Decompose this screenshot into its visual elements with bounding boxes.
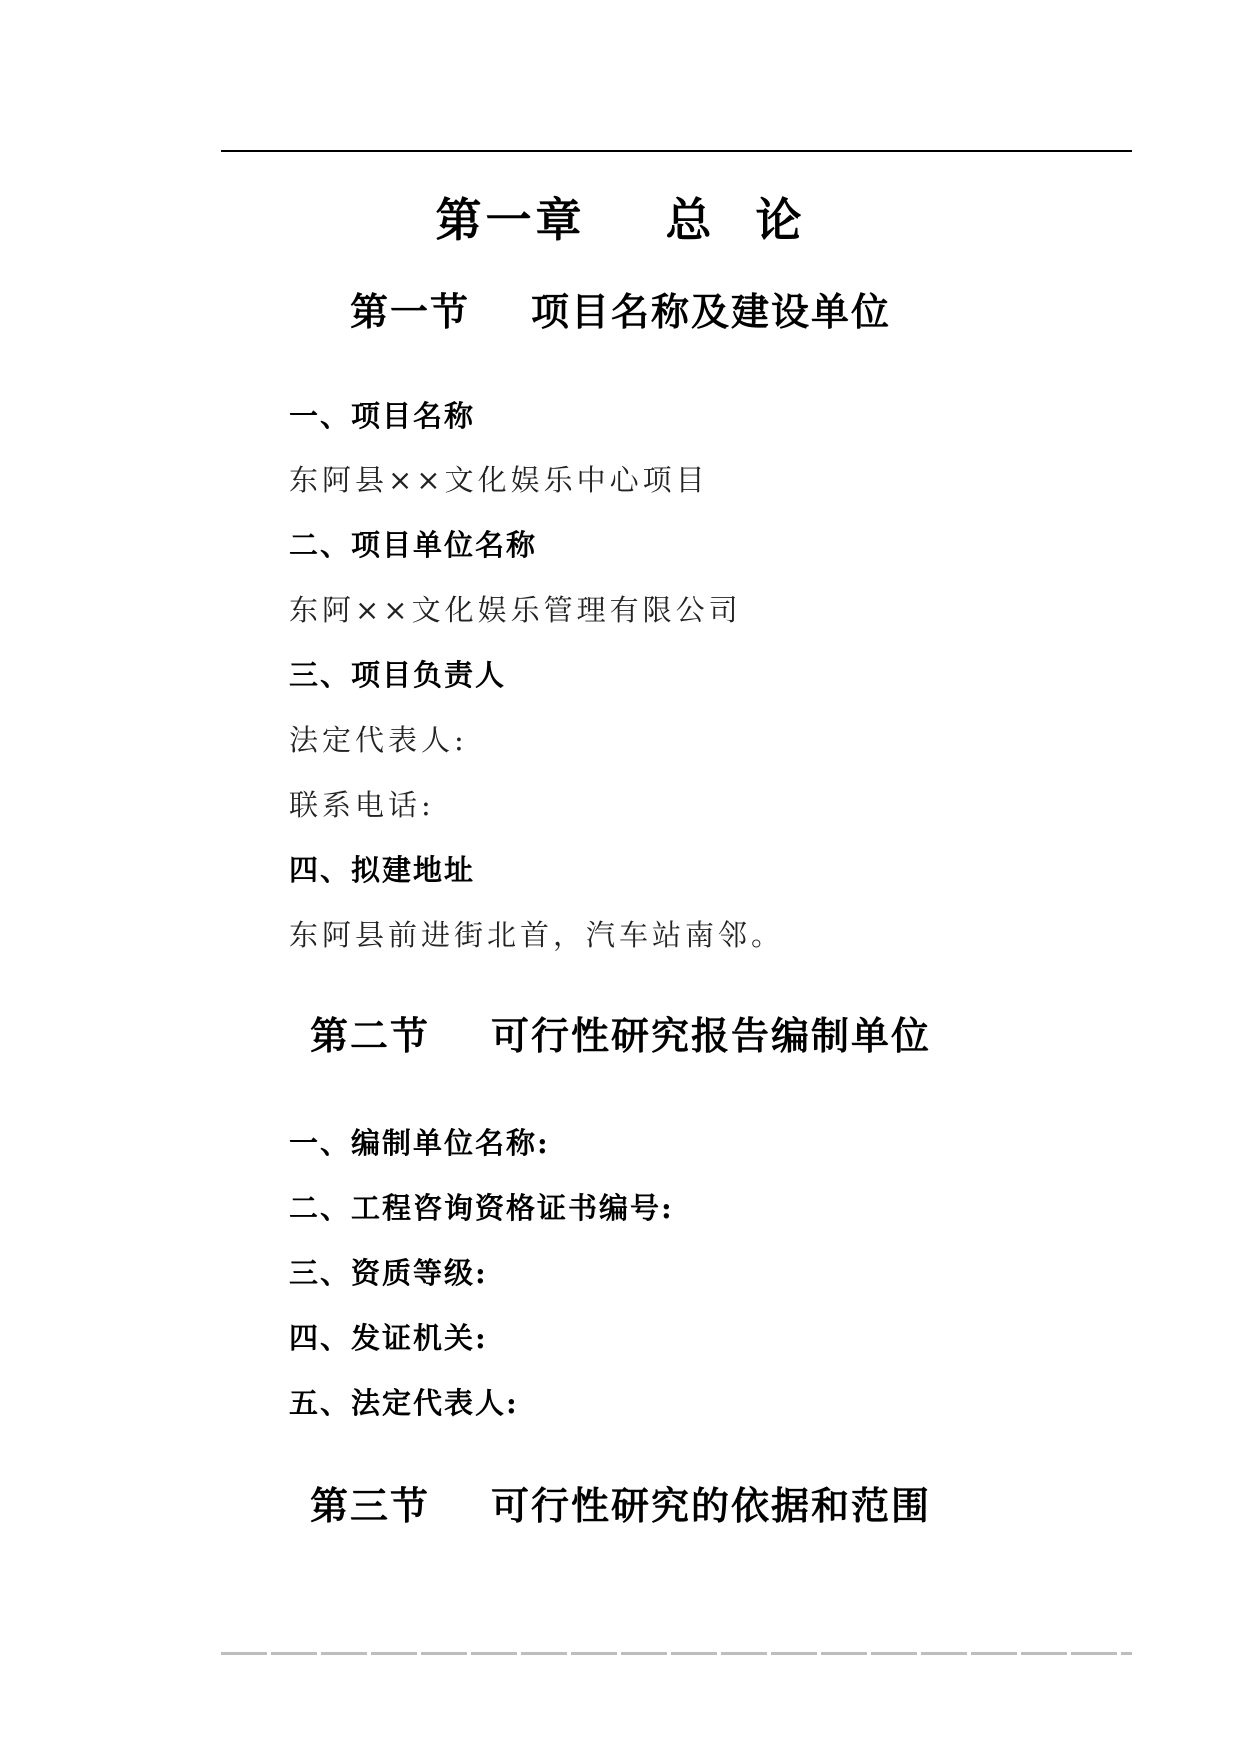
project-leader-heading: 三、项目负责人 — [289, 658, 507, 692]
section-3-title: 第三节 可行性研究的依据和范围 — [310, 1483, 931, 1528]
contact-phone-field: 联系电话: — [289, 788, 435, 822]
footer-rule — [221, 1652, 1132, 1655]
chapter-title: 第一章 总 论 — [435, 193, 806, 247]
qualification-grade-field: 三、资质等级: — [289, 1256, 488, 1290]
issuing-authority-field: 四、发证机关: — [289, 1321, 488, 1355]
project-name-heading: 一、项目名称 — [289, 399, 476, 433]
certificate-number-field: 二、工程咨询资格证书编号: — [289, 1191, 674, 1225]
site-address-value: 东阿县前进街北首，汽车站南邻。 — [289, 918, 785, 952]
section-2-title: 第二节 可行性研究报告编制单位 — [310, 1013, 931, 1058]
legal-representative-field: 法定代表人: — [289, 723, 468, 757]
compiling-unit-name-field: 一、编制单位名称: — [289, 1126, 550, 1160]
project-unit-value: 东阿××文化娱乐管理有限公司 — [289, 593, 742, 627]
section-1-title: 第一节 项目名称及建设单位 — [350, 289, 891, 334]
project-unit-heading: 二、项目单位名称 — [289, 528, 538, 562]
project-name-value: 东阿县××文化娱乐中心项目 — [289, 463, 709, 497]
section-2-legal-representative-field: 五、法定代表人: — [289, 1386, 519, 1420]
site-address-heading: 四、拟建地址 — [289, 853, 476, 887]
header-rule — [221, 150, 1132, 152]
